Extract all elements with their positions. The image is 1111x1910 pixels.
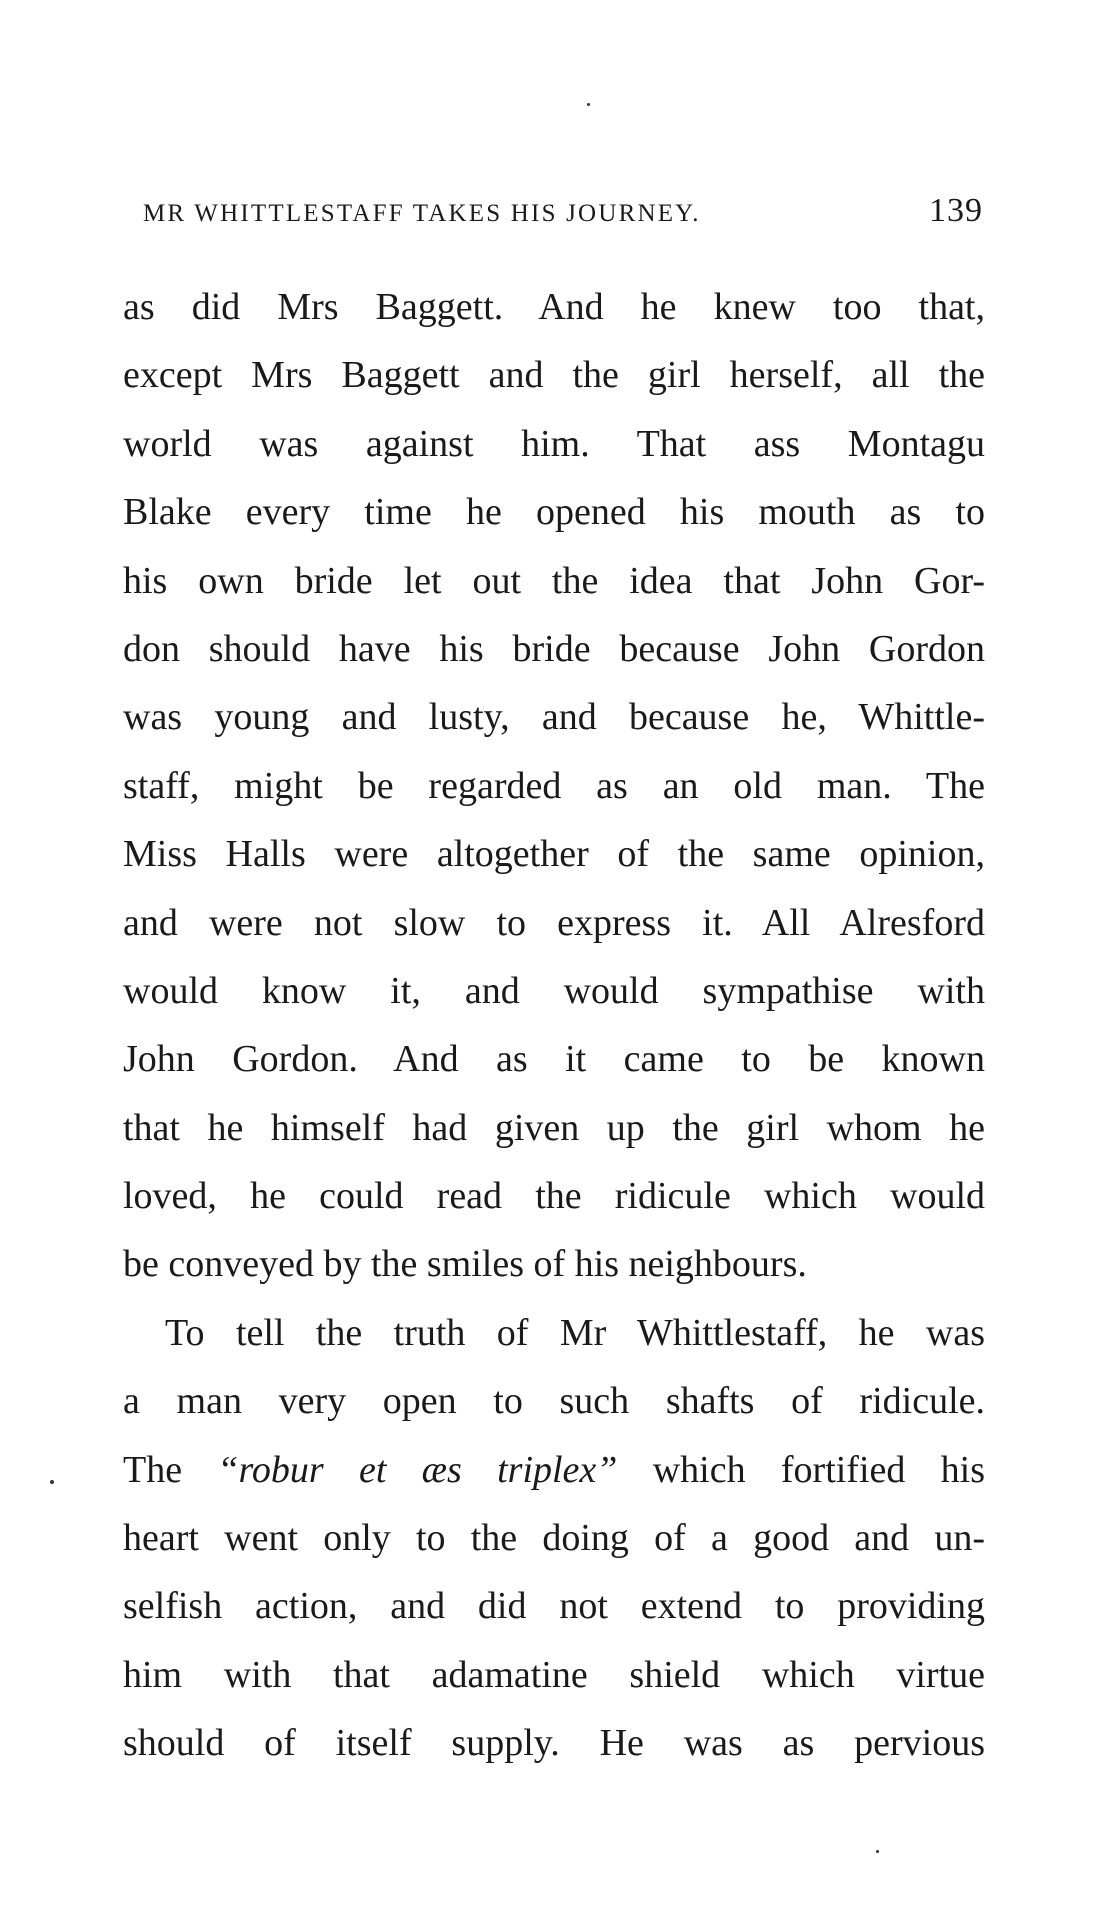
text-line: a man very open to such shafts of ridicule. <box>123 1380 985 1423</box>
text-line: except Mrs Baggett and the girl herself, all the <box>123 354 985 397</box>
quote-tail: which fortified his <box>652 1448 986 1491</box>
text-line: Blake every time he opened his mouth as to <box>123 491 985 534</box>
text-line: selfish action, and did not extend to providing <box>123 1585 985 1628</box>
text-line: heart went only to the doing of a good and un- <box>123 1517 985 1560</box>
scan-speck <box>50 1480 54 1484</box>
text-line: was young and lusty, and because he, Whittle- <box>123 696 985 739</box>
text-line-paragraph-end: be conveyed by the smiles of his neighbours. <box>123 1243 807 1286</box>
body-text <box>123 273 985 1778</box>
running-head <box>143 192 983 236</box>
text-line: John Gordon. And as it came to be known <box>123 1038 985 1081</box>
text-line: that he himself had given up the girl whom he <box>123 1106 985 1149</box>
quote-lead: The <box>123 1448 183 1491</box>
text-line: his own bride let out the idea that John Gor- <box>123 559 985 602</box>
text-line-latin-quote <box>123 1436 985 1504</box>
text-line: loved, he could read the ridicule which would <box>123 1175 985 1218</box>
scan-speck <box>587 103 590 106</box>
text-line: should of itself supply. He was as pervious <box>123 1722 985 1765</box>
text-line: him with that adamatine shield which virtue <box>123 1653 985 1696</box>
latin-quote: “robur et æs triplex” <box>217 1448 618 1491</box>
text-line-paragraph-start: To tell the truth of Mr Whittlestaff, he was <box>165 1311 985 1354</box>
text-line: would know it, and would sympathise with <box>123 969 985 1012</box>
scan-speck <box>876 1850 879 1853</box>
text-line: Miss Halls were altogether of the same opinion, <box>123 833 985 876</box>
text-line: world was against him. That ass Montagu <box>123 422 985 465</box>
text-line: and were not slow to express it. All Alresford <box>123 901 985 944</box>
text-line: as did Mrs Baggett. And he knew too that, <box>123 286 985 328</box>
text-line: staff, might be regarded as an old man. The <box>123 764 985 807</box>
running-title: MR WHITTLESTAFF TAKES HIS JOURNEY. <box>143 200 701 227</box>
text-line: don should have his bride because John Gordon <box>123 627 985 670</box>
page-number: 139 <box>929 192 983 229</box>
